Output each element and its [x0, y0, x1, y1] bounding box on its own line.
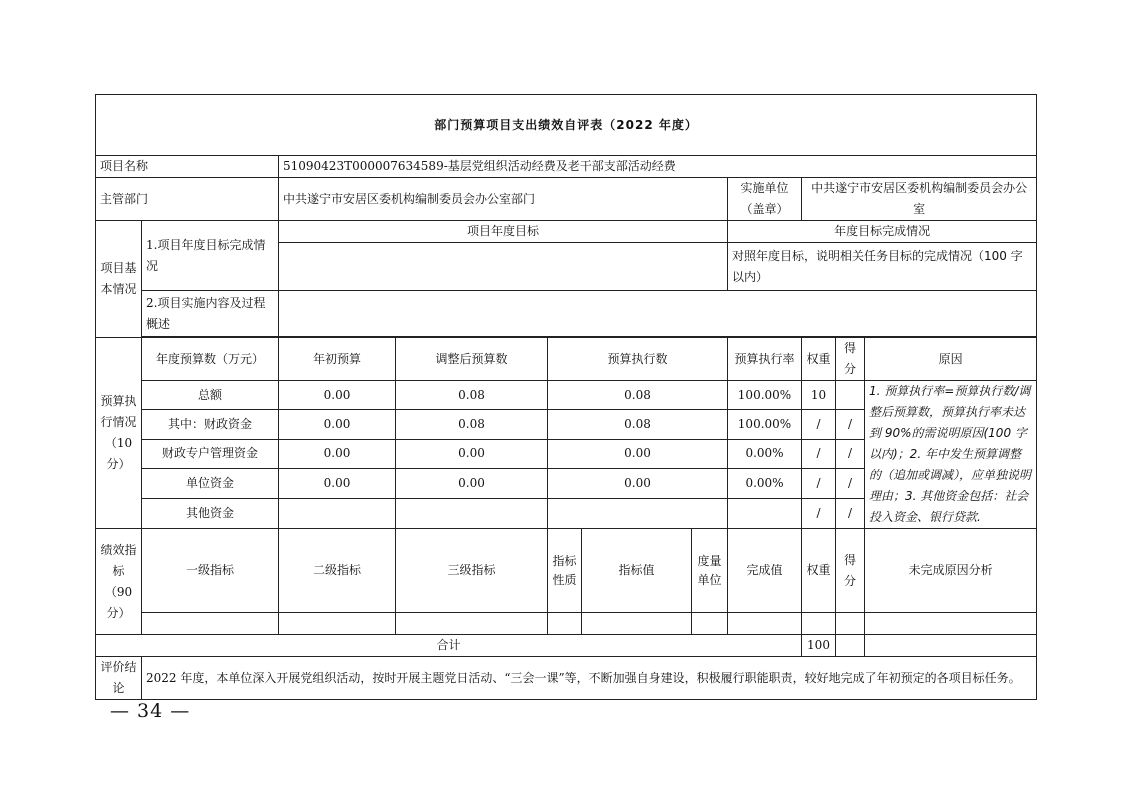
performance-self-evaluation-form [95, 94, 1036, 695]
adjusted-budget-header: 调整后预算数 [396, 338, 548, 381]
budget-row-rate [728, 498, 802, 528]
total-weight: 100 [802, 635, 836, 657]
budget-row-rate: 100.00% [728, 381, 802, 410]
indicator-nature-header: 指标性质 [548, 529, 582, 613]
indicator-cell [865, 613, 1037, 635]
initial-budget-header: 年初预算 [279, 338, 396, 381]
evaluation-label: 评价结论 [96, 657, 142, 700]
budget-row-executed: 0.00 [548, 469, 728, 498]
execution-rate-header: 预算执行率 [728, 338, 802, 381]
budget-row-adjusted: 0.08 [396, 381, 548, 410]
form-table [95, 94, 1037, 700]
evaluation-text: 2022 年度，本单位深入开展党组织活动，按时开展主题党日活动、“三会一课”等，不断加强自身建设，积极履行职能职责，较好地完成了年初预定的各项目标任务。 [142, 657, 1037, 700]
budget-row-executed: 0.08 [548, 410, 728, 439]
indicator-cell [548, 613, 582, 635]
budget-row-executed [548, 498, 728, 528]
indicator-cell [396, 613, 548, 635]
budget-row-initial: 0.00 [279, 410, 396, 439]
annual-goal-item-label: 1.项目年度目标完成情况 [142, 221, 279, 291]
budget-row-score: / [836, 469, 865, 498]
budget-row-adjusted: 0.00 [396, 439, 548, 468]
budget-row-score: / [836, 439, 865, 468]
indicator-cell [142, 613, 279, 635]
budget-row-score [836, 381, 865, 410]
level2-indicator-header: 二级指标 [279, 529, 396, 613]
unfinished-reason-header: 未完成原因分析 [865, 529, 1037, 613]
indicator-cell [802, 613, 836, 635]
indicator-value-header: 指标值 [582, 529, 692, 613]
budget-row-rate: 0.00% [728, 469, 802, 498]
project-name-label: 项目名称 [96, 156, 279, 178]
budget-row-score: / [836, 498, 865, 528]
project-name-value: 51090423T000007634589-基层党组织活动经费及老干部支部活动经费 [279, 156, 1037, 178]
budget-row-score: / [836, 410, 865, 439]
budget-row-initial [279, 498, 396, 528]
budget-notes: 1. 预算执行率=预算执行数/调整后预算数，预算执行率未达到 90%的需说明原因(100 字以内)；2. 年中发生预算调整的（追加或调减），应单独说明理由；3. 其他资金包括：社会投入资金、银行贷款. [865, 381, 1037, 529]
goal-completion-header: 年度目标完成情况 [728, 221, 1037, 243]
executed-budget-header: 预算执行数 [548, 338, 728, 381]
budget-row-executed: 0.00 [548, 439, 728, 468]
budget-row-executed: 0.08 [548, 381, 728, 410]
performance-score-header: 得分 [836, 529, 865, 613]
budget-row-adjusted [396, 498, 548, 528]
form-title: 部门预算项目支出绩效自评表（2022 年度） [96, 95, 1037, 156]
completed-value-header: 完成值 [728, 529, 802, 613]
budget-row-initial: 0.00 [279, 439, 396, 468]
indicator-cell [836, 613, 865, 635]
indicator-cell [728, 613, 802, 635]
implementation-item-label: 2.项目实施内容及过程概述 [142, 291, 279, 337]
budget-row-initial: 0.00 [279, 469, 396, 498]
budget-row-label: 总额 [142, 381, 279, 410]
level1-indicator-header: 一级指标 [142, 529, 279, 613]
budget-amount-header: 年度预算数（万元） [142, 338, 279, 381]
budget-row-adjusted: 0.08 [396, 410, 548, 439]
total-score [836, 635, 865, 657]
basic-section-label: 项目基本情况 [96, 221, 142, 338]
budget-row-label: 财政专户管理资金 [142, 439, 279, 468]
performance-section-label: 绩效指标（90 分） [96, 529, 142, 635]
budget-reason-header: 原因 [865, 338, 1037, 381]
implementation-summary-cell [279, 291, 1037, 337]
performance-weight-header: 权重 [802, 529, 836, 613]
indicator-cell [692, 613, 728, 635]
page-number: — 34 — [110, 700, 191, 722]
budget-row-rate: 0.00% [728, 439, 802, 468]
budget-row-adjusted: 0.00 [396, 469, 548, 498]
budget-row-rate: 100.00% [728, 410, 802, 439]
level3-indicator-header: 三级指标 [396, 529, 548, 613]
total-reason-cell [865, 635, 1037, 657]
budget-section-label: 预算执行情况（10 分） [96, 338, 142, 529]
budget-row-label: 单位资金 [142, 469, 279, 498]
annual-goal-header: 项目年度目标 [279, 221, 728, 243]
indicator-cell [279, 613, 396, 635]
indicator-cell [582, 613, 692, 635]
budget-score-header: 得分 [836, 338, 865, 381]
total-label: 合计 [96, 635, 802, 657]
budget-row-label: 其他资金 [142, 498, 279, 528]
supervising-dept-label: 主管部门 [96, 178, 279, 221]
implementing-unit-value: 中共遂宁市安居区委机构编制委员会办公室 [802, 178, 1037, 221]
budget-row-weight: / [802, 469, 836, 498]
budget-row-weight: / [802, 498, 836, 528]
measure-unit-header: 度量单位 [692, 529, 728, 613]
annual-goal-cell [279, 243, 728, 291]
goal-completion-description: 对照年度目标，说明相关任务目标的完成情况（100 字以内） [728, 243, 1037, 291]
budget-row-weight: / [802, 439, 836, 468]
budget-row-initial: 0.00 [279, 381, 396, 410]
supervising-dept-value: 中共遂宁市安居区委机构编制委员会办公室部门 [279, 178, 728, 221]
budget-weight-header: 权重 [802, 338, 836, 381]
budget-row-weight: 10 [802, 381, 836, 410]
implementing-unit-label: 实施单位（盖章） [728, 178, 802, 221]
budget-row-weight: / [802, 410, 836, 439]
budget-row-label: 其中：财政资金 [142, 410, 279, 439]
